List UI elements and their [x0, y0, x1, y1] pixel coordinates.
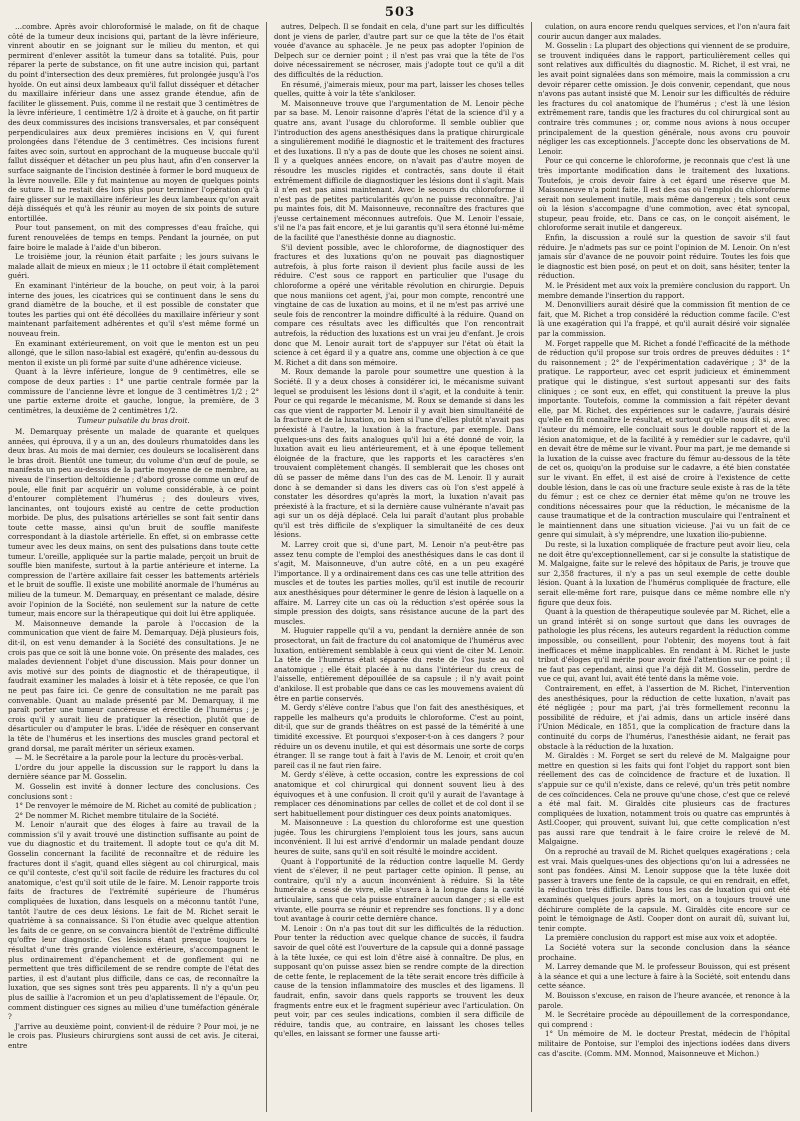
column-divider [531, 22, 532, 1112]
column-middle [274, 22, 524, 1114]
paragraph: M. Bouisson s'excuse, en raison de l'heure avancée, et renonce à la parole. [538, 990, 790, 1010]
paragraph: J'arrive au deuxième point, convient-il de réduire ? Pour moi, je ne le crois pas. Plusieurs chirurgiens sont aussi de cet avis. Je citerai, entre [8, 1021, 259, 1050]
paragraph: …combre. Après avoir chloroformisé le malade, on fit de chaque côté de la tumeur deux incisions qui, partant de la lèvre inférieure, vinrent aboutir en se joignant sur le milieu du menton, et qui permirent d'enlever assitôt la tumeur dans sa totalité. Puis, pour réparer la perte de substance, on fit une autre incision qui, partant du point d'intersection des deux premières, fut prolongée jusqu'à l'os hyoïde. On eut ainsi deux lambeaux qu'il fallut disséquer et détacher du maxillaire inférieur dans une assez grande étendue, afin de faciliter le glissement. Puis, comme il ne restait que 3 centimètres de la lèvre inférieure, 1 centimètre 1/2 à droite et à gauche, on fit partir des deux commissures des incisions transversales, et par conséquent perpendiculaires aux deux premières incisions en V, qui furent prolongées dans l'étendue de 3 centimètres. Ces incisions furent faites avec soin, surtout en approchant de la muqueuse buccale qu'il fallut disséquer et détacher un peu plus haut, afin d'en conserver la surface saignante de l'incision destinée à former le bord muqueux de la lèvre nouvelle. Elle y fut maintenue au moyen de quelques points de suture. Il ne restait dès lors plus pour terminer l'opération qu'à faire glisser sur le maxillaire inférieur les deux lambeaux qu'on avait déjà disséqués et qu'à les réunir au moyen de six points de suture entortillée. [8, 22, 259, 223]
paragraph: M. Lenoir : On n'a pas tout dit sur les difficultés de la réduction. Pour tenter la réduction avec quelque chance de succès, il faudra savoir de quel côté est l'ouverture de la capsule qui a donné passage à la tête luxée, ce qui est loin d'être aisé à connaître. De plus, en supposant qu'on puisse assez bien se rendre compte de la direction de cette fente, le replacement de la tête serait encore très difficile à cause de la tension inflammatoire des muscles et des ligamens. Il faudrait, enfin, savoir dans quels rapports se trouvent les deux fragments entre eux et le fragment supérieur avec l'articulation. On peut voir, par ces seules indications, combien il sera difficile de réduire, tandis que, au contraire, en laissant les choses telles qu'elles, en laissant se former une fausse arti- [274, 923, 524, 1039]
paragraph: En résumé, j'aimerais mieux, pour ma part, laisser les choses telles quelles, quitte à voir la tête s'ankiloser. [274, 79, 524, 99]
paragraph: M. Maisonneuve trouve que l'argumentation de M. Lenoir pèche par sa base. M. Lenoir raisonne d'après l'état de la science d'il y a quatre ans, avant l'usage du chloroforme. Il semble oublier que l'introduction des agens anesthésiques dans la pratique chirurgicale a singulièrement modifié le diagnostic et le traitement des fractures et des luxations. Il n'y a pas de doute que les choses ne soient ainsi. Il y a quelques années encore, on n'avait pas d'autre moyen de résoudre les muscles rigides et contractés, sans doute il était extrêmement difficile de diagnostiquer les lésions dont il s'agit. Mais il n'en est pas ainsi maintenant. Avec le secours du chloroforme il n'est pas de petites particularités qu'on ne puisse reconnaître. J'ai pu maintes fois, dit M. Maisonneuve, reconnaître des fractures que j'eusse certainement méconnues autrefois. Que M. Lenoir l'essaie, s'il ne l'a pas fait encore, et je lui garantis qu'il sera étonné lui-même de la facilité que l'anesthésie donne au diagnostic. [274, 98, 524, 243]
paragraph: M. Gosselin est invité à donner lecture des conclusions. Ces conclusions sont : [8, 781, 259, 801]
paragraph: 2° De nommer M. Richet membre titulaire de la Société. [15, 810, 219, 820]
paragraph: La Société votera sur la seconde conclusion dans la séance prochaine. [538, 943, 790, 962]
paragraph: Du reste, si la luxation compliquée de fracture peut avoir lieu, cela ne doit être qu'exceptionnellement, car si je consulte la statistique de M. Malgaigne, faite sur le relevé des hôpitaux de Paris, je trouve que sur 2,358 fractures, il n'y a pas un seul exemple de cette double lésion. Quant à la luxation de l'humérus compliquée de fracture, elle serait elle-même fort rare, puisque dans ce même nombre elle n'y figure que deux fois. [538, 540, 790, 607]
paragraph: M. le Président met aux voix la première conclusion du rapport. Un membre demande l'insertion du rapport. [538, 281, 790, 300]
paragraph: M. Maisonneuve : La question du chloroforme est une question jugée. Tous les chirurgiens l'emploient tous les jours, sans aucun inconvénient. Il lui est arrivé d'endormir un malade pendant douze heures de suite, sans qu'il en soit résulté le moindre accident. [274, 818, 524, 857]
paragraph: M. Giraldès : M. Forget se sert du relevé de M. Malgaigne pour mettre en question si les faits qui font l'objet du rapport sont bien réellement des cas de coïncidence de fracture et de luxation. Il s'appuie sur ce qu'il n'existe, dans ce relevé, qu'un très petit nombre de ces coïncidences. Cela ne prouve qu'une chose, c'est que ce relevé a été mal fait. M. Giraldès cite plusieurs cas de fractures compliquées de luxation, notamment trois ou quatre cas empruntés à Astl.Cooper, qui prouvent, suivant lui, que cette complication n'est pas aussi rare que tendrait à le faire croire le relevé de M. Malgaigne. [538, 751, 790, 847]
paragraph: En examinant extérieurement, on voit que le menton est un peu allongé, que le sillon naso-labial est exagéré, qu'enfin au-dessous du menton il existe un pli formé par suite d'une adhérence vicieuse. [8, 338, 259, 367]
paragraph: Enfin, la discussion a roulé sur la question de savoir s'il faut réduire. Je n'admets pas sur ce point l'opinion de M. Lenoir. On n'est jamais sûr d'avance de ne pouvoir point réduire. Toutes les fois que le diagnostic est bien posé, on peut et on doit, sans hésiter, tenter la réduction. [538, 233, 790, 281]
paragraph: L'ordre du jour appelle la discussion sur le rapport lu dans la dernière séance par M. Gosselin. [8, 762, 259, 782]
paragraph: En examinant l'intérieur de la bouche, on peut voir, à la paroi interne des joues, les cicatrices qui se continuent dans le sens du grand diamètre de la bouche, et il est possible de constater que toutes les parties qui ont été décollées du maxillaire inférieur y sont maintenant parfaitement adhérentes et qu'il s'est même formé un nouveau frein. [8, 281, 259, 338]
paragraph: M. Larrey croit que si, d'une part, M. Lenoir n'a peut-être pas assez tenu compte de l'emploi des anesthésiques dans le cas dont il s'agit, M. Maisonneuve, d'un autre côté, en a un peu exagéré l'importance. Il y a ordinairement dans ces cas une telle attrition des muscles et de toutes les parties molles, qu'il est inutile de recourir aux anesthésiques pour déterminer le genre de lésion à laquelle on a affaire. M. Larrey cite un cas où la réduction s'est opérée sous la simple pression des doigts, sans résistance aucune de la part des muscles. [274, 540, 524, 626]
paragraph: culation, on aura encore rendu quelques services, et l'on n'aura fait courir aucun danger aux malades. [538, 22, 790, 41]
section-heading: Tumeur pulsatile du bras droit. [77, 416, 190, 426]
paragraph: M. le Secrétaire procède au dépouillement de la correspondance, qui comprend : [538, 1010, 790, 1029]
column-right [538, 22, 790, 1114]
column-left [8, 22, 259, 1114]
paragraph: S'il devient possible, avec le chloroforme, de diagnostiquer des fractures et des luxations qu'on ne pouvait pas diagnostiquer autrefois, à plus forte raison il devient plus facile aussi de les réduire. C'est sous ce rapport en particulier que l'usage du chloroforme a opéré une véritable révolution en chirurgie. Depuis que nous maniions cet agent, j'ai, pour mon compte, rencontré une vingtaine de cas de luxation au moins, et il ne m'est pas arrivé une seule fois de rencontrer la moindre difficulté à la réduire. Quand on compare ces résultats avec les difficultés que l'on rencontrait autrefois, la réduction des luxations est un vrai jeu d'enfant. Je crois donc que M. Lenoir aurait tort de s'appuyer sur l'état où était la science à cet égard il y a quatre ans, comme une objection à ce que M. Richet a dit dans son mémoire. [274, 242, 524, 367]
paragraph: M. Lenoir n'aurait que des éloges à faire au travail de la commission s'il y avait trouvé une distinction suffisante au point de vue du diagnostic et du traitement. Il adopte tout ce qu'a dit M. Gosselin concernant la facilité de reconnaître et de réduire les fractures dont il s'agit, quand elles siègent au col chirurgical, mais ce qu'il conteste, c'est qu'il soit facile de réduire les fractures du col anatomique, c'est qu'il soit utile de le faire. M. Lenoir rapporte trois faits de fractures de l'extrémité supérieure de l'humérus compliquées de luxation, dans lesquels on a méconnu tantôt l'une, tantôt l'autre de ces deux lésions. Le fait de M. Richet serait le quatrième à sa connaissance. Si l'on étudie avec quelque attention les faits de ce genre, on se convaincra bientôt de l'extrême difficulté qu'offre leur diagnostic. Ces lésions étant presque toujours le résultat d'une très grande violence extérieure, s'accompagnent le plus ordinairement d'épanchement et de gonflement qui ne permettent que très difficilement de se rendre compte de l'état des parties, il est d'autant plus difficile, dans ce cas, de reconnaître la luxation, que ses signes sont très peu apparents. Il n'y a qu'un peu plus de saillie à l'acromion et un peu d'aplatissement de l'épaule. Or, comment distinguer ces signes au milieu d'une tuméfaction générale ? [8, 820, 259, 1022]
paragraph: Le troisième jour, la réunion était parfaite ; les jours suivans le malade allait de mieux en mieux ; le 11 octobre il était complètement guéri. [8, 252, 259, 281]
paragraph: Quant à la question de thérapeutique soulevée par M. Richet, elle a un grand intérêt si on songe surtout que dans les ouvrages de pathologie les plus récens, les auteurs regardent la réduction comme impossible, ou conseillent, pour l'obtenir, des moyens tout à fait inefficaces et même inapplicables. En rendant à M. Richet le juste tribut d'éloges qu'il mérite pour avoir fixé l'attention sur ce point ; il ne faut pas cependant, ainsi que l'a déjà dit M. Gosselin, perdre de vue ce qui, avant lui, avait été tenté dans la même voie. [538, 607, 790, 684]
paragraph: On a reproché au travail de M. Richet quelques exagérations ; cela est vrai. Mais quelques-unes des objections qu'on lui a adressées ne sont pas fondées. Ainsi M. Lenoir suppose que la tête luxée doit passer à travers une fente de la capsule, ce qui en rendrait, en effet, la réduction très difficile. Dans tous les cas de luxation qui ont été examinés quelques jours après la mort, on a toujours trouvé une déchirure complète de la capsule. M. Giraldès cite encore sur ce point le témoignage de Astl. Cooper dont on aurait dû, suivant lui, tenir compte. [538, 847, 790, 933]
paragraph: Quant à la lèvre inférieure, longue de 9 centimètres, elle se compose de deux parties : 1° une partie centrale formée par la commissure de l'ancienne lèvre et longue de 3 centimètres 1/2 ; 2° une partie externe droite et gauche, longue, la première, de 3 centimètres, la deuxième de 2 centimètres 1/2. [8, 367, 259, 415]
paragraph: La première conclusion du rapport est mise aux voix et adoptée. [545, 933, 778, 943]
paragraph: M. Gerdy s'élève contre l'abus que l'on fait des anesthésiques, et rappelle les malheurs qu'a produits le chloroforme. C'est au point, dit-il, que sur de grands théâtres on est passé de la témérité à une timidité excessive. Et pourquoi s'exposer-t-on à ces dangers ? pour réduire un os devenu inutile, et qui est désormais une sorte de corps étranger. Il se range tout à fait à l'avis de M. Lenoir, et croit qu'en pareil cas il ne faut rien faire. [274, 703, 524, 770]
paragraph: M. Denonvilliers aurait désiré que la commission fît mention de ce fait, que M. Richet a trop considéré la réduction comme facile. C'est là une exagération qui l'a frappé, et qu'il aurait désiré voir signalée par la commission. [538, 300, 790, 338]
column-divider [266, 22, 267, 1112]
paragraph: M. Gosselin : La plupart des objections qui viennent de se produire, se trouvent indiquées dans le rapport, particulièrement celles qui sont relatives aux difficultés du diagnostic. M. Richet, il est vrai, ne les avait point signalées dans son mémoire, mais la commission a cru devoir réparer cette omission. Je dois convenir, cependant, que nous n'avons pas autant insisté que M. Lenoir sur les difficultés de réduire les fractures du col anatomique de l'humérus ; c'est là une lésion extrêmement rare, tandis que les fractures du col chirurgical sont au contraire très communes ; or, comme nous avions à nous occuper principalement de la question générale, nous avons cru pouvoir négliger les cas exceptionnels. J'accepte donc les observations de M. Lenoir. [538, 41, 790, 156]
paragraph: M. Gerdy s'élève, à cette occasion, contre les expressions de col anatomique et col chirurgical qui donnent souvent lieu à des équivoques et à une confusion. Il croit qu'il y aurait de l'avantage à remplacer ces dénominations par celles de collet et de col dont il se sert habituellement pour distinguer ces deux points anatomiques. [274, 770, 524, 818]
paragraph: M. Larrey demande que M. le professeur Bouisson, qui est présent à la séance et qui a une lecture à faire à la Société, soit entendu dans cette séance. [538, 962, 790, 991]
paragraph: autres, Delpech. Il se fondait en cela, d'une part sur les difficultés dont je viens de parler, d'autre part sur ce que la tête de l'os était vouée d'avance au sphacèle. Je ne peux pas adopter l'opinion de Delpech sur ce dernier point ; il n'est pas vrai que la tête de l'os doive nécessairement se nécroser, mais j'adopte tout ce qu'il a dit des difficultés de la réduction. [274, 22, 524, 79]
paragraph: Pour tout pansement, on mit des compresses d'eau fraîche, qui furent renouvelées de temps en temps. Pendant la journée, on put faire boire le malade à l'aide d'un biberon. [8, 223, 259, 252]
paragraph: Contrairement, en effet, à l'assertion de M. Richet, l'intervention des anesthésiques, pour la réduction de cette luxation, n'avait pas été négligée ; pour ma part, j'ai très formellement reconnu la possibilité de réduire, et j'ai admis, dans un article inséré dans l'Union Médicale, en 1851, que la complication de fracture dans la continuité du corps de l'humérus, l'anesthésie aidant, ne ferait pas obstacle à la réduction de la luxation. [538, 683, 790, 751]
paragraph: Pour ce qui concerne le chloroforme, je reconnais que c'est là une très importante modification dans le traitement des luxations. Toutefois, je crois devoir faire à cet égard une réserve que M. Maisonneuve n'a point faite. Il est des cas où l'emploi du chloroforme serait non seulement inutile, mais même dangereux ; tels sont ceux où la lésion s'accompagne d'une commotion, avec état syncopal, stupeur, peau froide, etc. Dans ce cas, on le conçoit aisément, le chloroforme serait inutile et dangereux. [538, 156, 790, 233]
paragraph: M. Roux demande la parole pour soumettre une question à la Société. Il y a deux choses à considérer ici, le mécanisme suivant lequel se produisent les lésions dont il s'agit, et la conduite à tenir. Pour ce qui regarde le mécanisme, M. Roux se demande si dans les cas que vient de rapporter M. Lenoir il y avait bien simultanéité de la fracture et de la luxation, ou bien si l'une d'elles plutôt n'avait pas préexisté à l'autre, la luxation à la fracture, par exemple. Dans quelques-uns des faits analogues qu'il lui a été donné de voir, la luxation avait eu lieu antérieurement, et à une époque tellement éloignée de la fracture, que les rapports et les caractères s'en trouvaient complètement changés. Il semblerait que les choses ont dû se passer de même dans l'un des cas de M. Lenoir. Il y aurait donc à se demander si dans les divers cas où l'on s'est appelé à constater les désordres qu'après la mort, la luxation n'avait pas préexisté à la fracture, et si la dernière cause vulnérante n'avait pas agi sur un os déjà déplacé. Cela lui paraît d'autant plus probable qu'il est très difficile de s'expliquer la simultanéité de ces deux lésions. [274, 367, 524, 540]
paragraph: 1° Un mémoire de M. le docteur Prestat, médecin de l'hôpital militaire de Pontoise, sur l'emploi des injections iodées dans divers cas d'ascite. (Comm. MM. Monnod, Maisonneuve et Michon.) [538, 1029, 790, 1058]
paragraph: Quant à l'opportunité de la réduction contre laquelle M. Gerdy vient de s'élever, il ne peut partager cette opinion. Il pense, au contraire, qu'il n'y a aucun inconvénient à réduire. Si la tête humérale a cessé de vivre, elle s'usera à la longue dans la cavité articulaire, sans que cela puisse entraîner aucun danger ; si elle est vivante, elle pourra se réunir et reprendre ses fonctions. Il y a donc tout avantage à courir cette dernière chance. [274, 856, 524, 924]
page-number: 503 [384, 5, 416, 20]
paragraph: M. Forget rappelle que M. Richet a fondé l'efficacité de la méthode de réduction qu'il propose sur trois ordres de preuves déduites : 1° du raisonnement ; 2° de l'expérimentation cadavérique ; 3° de la pratique. Le rapporteur, avec cet esprit judicieux et éminemment pratique qui le distingue, s'est surtout appesanti sur des faits cliniques ; ce sont eux, en effet, qui constituent la preuve la plus importante. Toutefois, comme la commission a fait répéter devant elle, par M. Richet, des expériences sur le cadavre, j'aurais désiré qu'elle en fît connaître le résultat, et surtout qu'elle nous dît si, avec l'auteur du mémoire, elle concluait sous le double rapport et de la lésion anatomique, et de la facilité à y remédier sur le cadavre, qu'il en devait être de même sur le vivant. Pour ma part, je me demande si la luxation de la cuisse avec fracture du fémur au-dessous de la tête de cet os, quoiqu'on la produise sur le cadavre, a été bien constatée sur le vivant. En effet, il est aisé de croire à l'existence de cette double lésion, dans le cas où une fracture seule existe à ras de la tête du fémur ; est ce chez ce dernier état même qu'on ne trouve les conditions nécessaires pour que la réduction, le mécanisme de la cause traumatique et de la contraction musculaire qui l'entraînent et le maintiennent dans une situation vicieuse. J'ai vu un fait de ce genre qui simulait, à s'y méprendre, une luxation ilio-pubienne. [538, 338, 790, 540]
paragraph: — M. le Secrétaire a la parole pour la lecture du procès-verbal. [15, 753, 244, 763]
paragraph: 1° De renvoyer le mémoire de M. Richet au comité de publication ; [15, 801, 257, 811]
paragraph: M. Huguier rappelle qu'il a vu, pendant la dernière année de son prosectorat, un fait de fracture du col anatomique de l'humérus avec luxation, entièrement semblable à ceux qui vient de citer M. Lenoir. La tête de l'humérus était séparée du reste de l'os juste au col anatomique ; elle était placée à nu dans l'intérieur du creux de l'aisselle, entièrement dépouillée de sa capsule ; il n'y avait point d'ankilose. Il est probable que dans ce cas les mouvemens avaient dû être en partie conservés. [274, 626, 524, 703]
paragraph: M. Maisonneuve demande la parole à l'occasion de la communication que vient de faire M. Demarquay. Déjà plusieurs fois, dit-il, on est venu demander à la Société des consultations. Je ne crois pas que ce soit là une bonne voie. On présente des malades, ces malades deviennent l'objet d'une discussion. Mais pour donner un avis motivé sur des points de diagnostic et de thérapeutique, il faudrait examiner les malades à loisir et à tête reposée, ce que l'on ne peut pas faire ici. Ce genre de consultation ne me paraît pas convenable. Quant au malade présenté par M. Demarquay, il me paraît porter une tumeur cancéreuse et érectile de l'humérus ; je crois qu'il y aurait lieu de pratiquer la résection, plutôt que de désarticuler ou d'amputer le bras. L'idée de résèquer en conservant la tête de l'humérus et les insertions des muscles grand pectoral et grand dorsal, me paraît mériter un sérieux examen. [8, 618, 259, 753]
paragraph: M. Demarquay présente un malade de quarante et quelques années, qui éprouva, il y a un an, des douleurs rhumatoïdes dans les deux bras. Au mois de mai dernier, ces douleurs se localisèrent dans le bras droit. Bientôt une tumeur, du volume d'un œuf de poule, se manifesta un peu au-dessus de la partie moyenne de ce membre, au niveau de l'insertion deltoïdienne ; d'abord grosse comme un œuf de poule, elle finit par acquérir un volume considérable, à ce point d'entourer complètement l'humérus ; des douleurs vives, lancinantes, ont toujours existé au centre de cette production morbide. De plus, des pulsations artérielles se sont fait sentir dans toute cette masse, ainsi qu'un bruit de souffle manifeste correspondant à la diastole artérielle. En effet, si on embrasse cette tumeur avec les deux mains, on sent des pulsations dans toute cette tumeur. L'oreille, appliquée sur la partie malade, perçoit un bruit de souffle bien manifeste, surtout à la partie antérieure et interne. La compression de l'artère axillaire fait cesser les battements artériels et le bruit de souffle. Il existe une mobilité anormale de l'humérus au milieu de la tumeur. M. Demarquay, en présentant ce malade, désire avoir l'opinion de la Société, non seulement sur la nature de cette tumeur, mais encore sur la thérapeutique qui doit lui être appliquée. [8, 426, 259, 619]
